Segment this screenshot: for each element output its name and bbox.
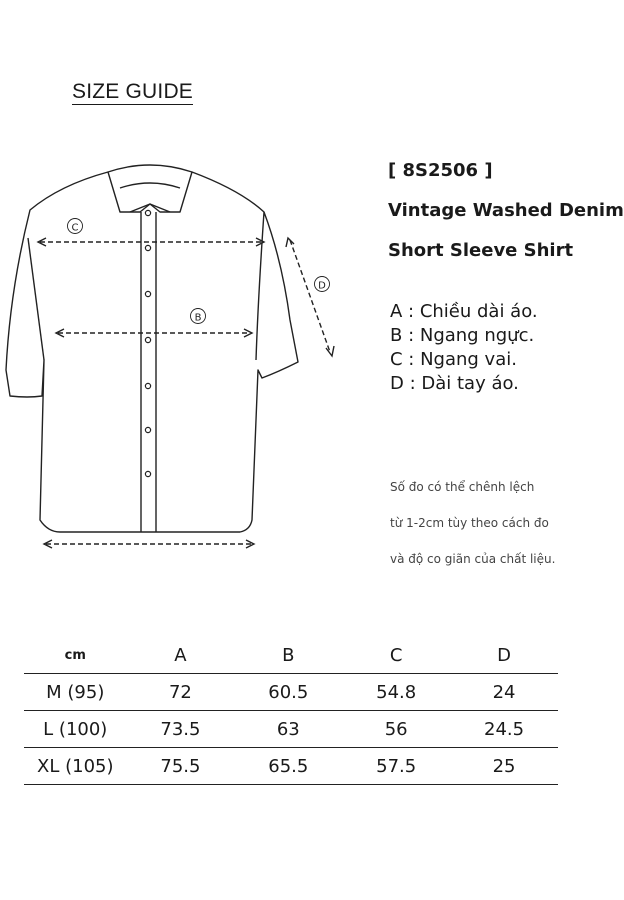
table-cell: 24.5 (450, 711, 558, 748)
unit-label: cm (24, 637, 127, 674)
page-title: SIZE GUIDE (72, 80, 194, 103)
legend-item-b: B : Ngang ngực. (390, 325, 535, 346)
table-row (24, 748, 558, 785)
legend-item-c: C : Ngang vai. (390, 349, 517, 370)
table-cell: 65.5 (234, 748, 342, 785)
product-info (388, 157, 624, 277)
column-header: B (234, 637, 342, 674)
table-cell: 54.8 (342, 674, 450, 711)
table-cell: 72 (127, 674, 235, 711)
table-row (24, 711, 558, 748)
shirt-outline (6, 172, 298, 532)
product-name-line2: Short Sleeve Shirt (388, 240, 574, 261)
legend-item-a: A : Chiều dài áo. (390, 301, 538, 322)
measurement-note (390, 478, 555, 586)
table-cell: 60.5 (234, 674, 342, 711)
column-header: A (127, 637, 235, 674)
column-header: D (450, 637, 558, 674)
measurement-legend (390, 300, 538, 396)
measure-c-arrow (38, 238, 264, 246)
table-cell: 25 (450, 748, 558, 785)
table-cell: 57.5 (342, 748, 450, 785)
product-code: [ 8S2506 ] (388, 160, 493, 181)
table-cell: 73.5 (127, 711, 235, 748)
note-line-3: và độ co giãn của chất liệu. (390, 552, 556, 566)
product-name-line1: Vintage Washed Denim (388, 200, 624, 221)
note-line-2: từ 1-2cm tùy theo cách đo (390, 516, 549, 530)
size-table (24, 637, 558, 785)
table-cell: 56 (342, 711, 450, 748)
marker-b-label: B (194, 312, 202, 324)
note-line-1: Số đo có thể chênh lệch (390, 480, 535, 494)
size-label: L (100) (24, 711, 127, 748)
size-table-header (24, 637, 558, 674)
table-cell: 63 (234, 711, 342, 748)
size-label: XL (105) (24, 748, 127, 785)
shirt-diagram (0, 150, 380, 560)
size-label: M (95) (24, 674, 127, 711)
column-header: C (342, 637, 450, 674)
measure-a-arrow (44, 540, 254, 548)
table-cell: 75.5 (127, 748, 235, 785)
legend-item-d: D : Dài tay áo. (390, 373, 519, 394)
table-row (24, 674, 558, 711)
table-cell: 24 (450, 674, 558, 711)
measure-b-arrow (56, 329, 252, 337)
buttons (145, 210, 150, 476)
marker-d-label: D (318, 280, 326, 292)
marker-c-label: C (71, 222, 79, 234)
